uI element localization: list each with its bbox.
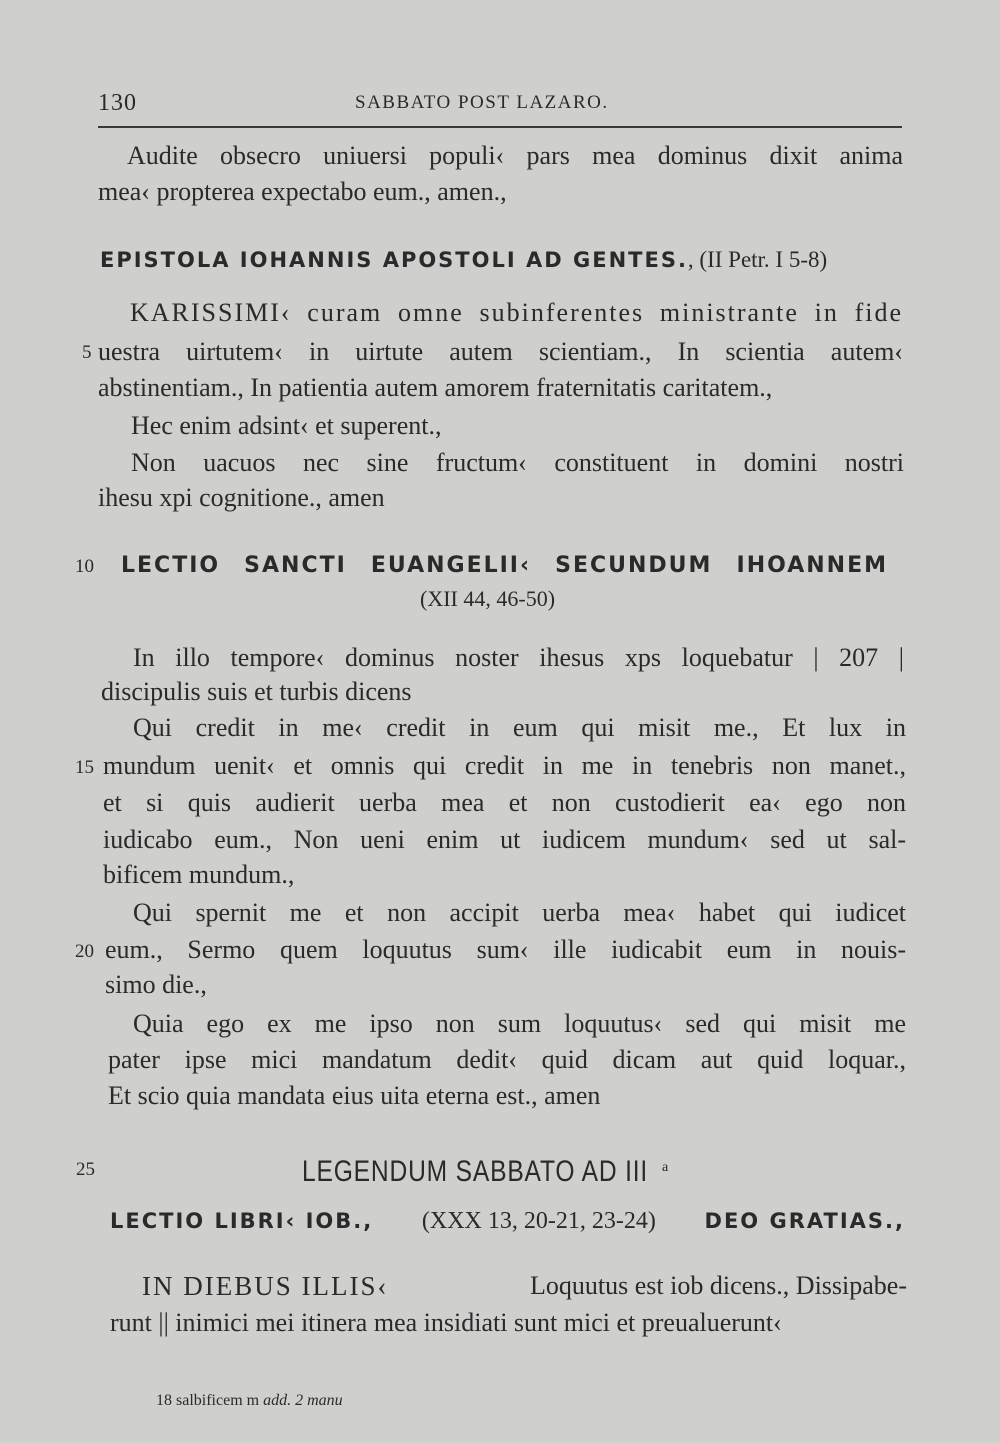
text-line: uestra uirtutem‹ in uirtute autem scientiam., In scientia autem‹ [98,337,903,366]
text-line: Non uacuos nec sine fructum‹ constituent in domini nostri [131,448,904,477]
text-line: abstinentiam., In patientia autem amorem fraternitatis caritatem., [98,373,773,402]
section-heading-legendum: LEGENDUM SABBATO AD III $^a$ [302,1154,669,1188]
text-line: simo die., [105,970,207,999]
footnote: 18 salbificem m add. 2 manu [156,1392,343,1409]
text-line: IN DIEBUS ILLIS‹ Loquutus est iob dicens., Dissipabe- [142,1271,907,1301]
section-heading-gospel: LECTIO SANCTI EUANGELII‹ SECUNDUM IHOANNEM [121,553,888,578]
text-line: Qui credit in me‹ credit in eum qui misit me., Et lux in [133,713,906,742]
text-line: discipulis suis et turbis dicens [101,677,412,706]
text-line: Hec enim adsint‹ et superent., [131,411,442,440]
page-number: 130 [98,90,137,116]
text-line: eum., Sermo quem loquutus sum‹ ille iudicabit eum in nouis- [105,935,906,964]
text-line: Quia ego ex me ipso non sum loquutus‹ sed qui misit me [133,1009,906,1038]
text-line: ihesu xpi cognitione., amen [98,483,385,512]
text-line: Audite obsecro uniuersi populi‹ pars mea dominus dixit anima [127,141,903,170]
header-rule [98,126,902,128]
text-line: bificem mundum., [103,860,295,889]
section-heading-epistle: EPISTOLA IOHANNIS APOSTOLI AD GENTES., (II Petr. I 5-8) [100,247,828,272]
page-header [98,90,898,120]
gospel-reference: (XII 44, 46-50) [420,586,556,611]
line-number: 25 [76,1159,95,1180]
text-line: Et scio quia mandata eius uita eterna est., amen [108,1081,601,1110]
section-heading-job: LECTIO LIBRI‹ IOB., (XXX 13, 20-21, 23-24) DEO GRATIAS., [110,1208,905,1234]
running-head: SABBATO POST LAZARO. [355,92,609,113]
text-line: iudicabo eum., Non ueni enim ut iudicem mundum‹ sed ut sal- [103,825,906,854]
text-line: mea‹ propterea expectabo eum., amen., [98,177,507,206]
line-number: 20 [75,941,94,962]
line-number: 5 [82,342,92,363]
text-line: In illo tempore‹ dominus noster ihesus xps loquebatur | 207 | [133,643,904,672]
text-line: pater ipse mici mandatum dedit‹ quid dicam aut quid loquar., [108,1045,906,1074]
text-line: Qui spernit me et non accipit uerba mea‹ habet qui iudicet [133,898,906,927]
line-number: 15 [75,757,94,778]
text-line: runt || inimici mei itinera mea insidiati sunt mici et preualuerunt‹ [110,1308,782,1337]
text-line: et si quis audierit uerba mea et non custodierit ea‹ ego non [103,788,906,817]
text-line: mundum uenit‹ et omnis qui credit in me in tenebris non manet., [103,751,906,780]
line-number: 10 [75,556,94,577]
text-line: KARISSIMI‹ curam omne subinferentes ministrante in fide [130,298,903,327]
